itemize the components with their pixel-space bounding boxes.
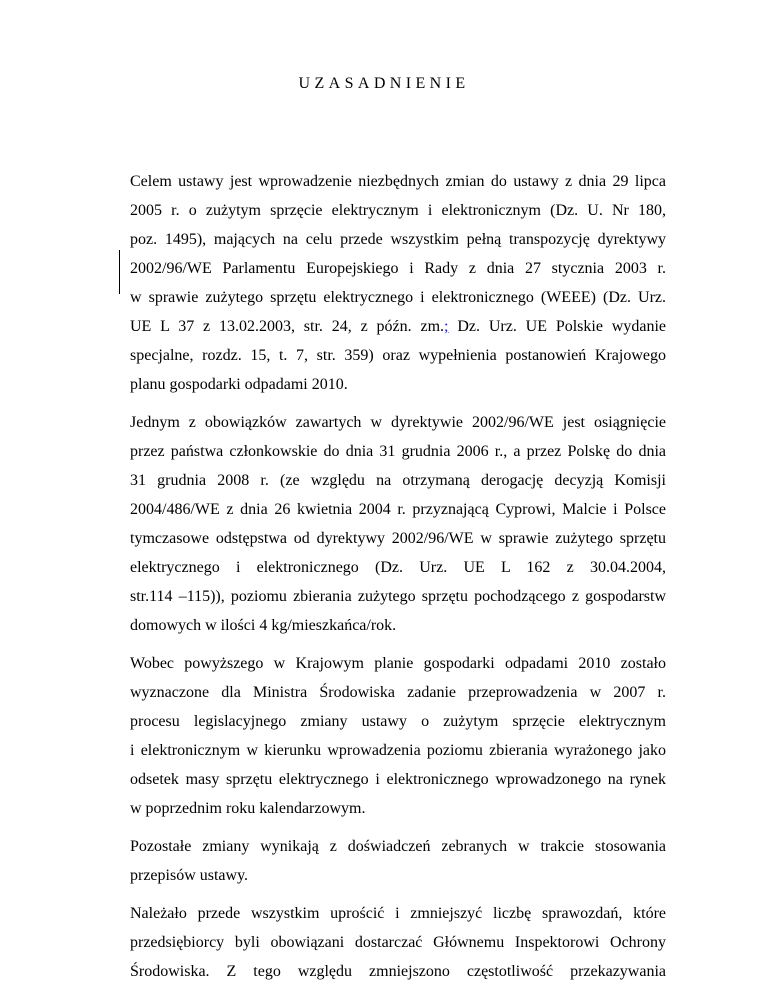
text-line: Jednym z obowiązków zawartych w dyrektywie 2002/96/WE jest osiągnięcie (130, 414, 666, 431)
text-segment: UE L 37 z 13.02.2003, str. 24, z późn. zm. (130, 318, 445, 335)
text-line: i elektronicznym w kierunku wprowadzenia poziomu zbierania wyrażonego jako (130, 742, 666, 759)
text-line: 31 grudnia 2008 r. (ze względu na otrzymaną derogację decyzją Komisji (130, 472, 666, 489)
text-line: w poprzednim roku kalendarzowym. (130, 800, 366, 817)
text-line: tymczasowe odstępstwa od dyrektywy 2002/96/WE w sprawie zużytego sprzętu (130, 530, 666, 547)
text-line: domowych w ilości 4 kg/mieszkańca/rok. (130, 617, 397, 634)
paragraph-5 (130, 899, 666, 986)
text-line: str.114 –115)), poziomu zbierania zużytego sprzętu pochodzącego z gospodarstw (130, 588, 666, 605)
text-line-with-link (130, 312, 666, 341)
text-line: specjalne, rozdz. 15, t. 7, str. 359) oraz wypełnienia postanowień Krajowego (130, 347, 666, 364)
text-line: elektrycznego i elektronicznego (Dz. Urz. UE L 162 z 30.04.2004, (130, 559, 666, 576)
text-line: przez państwa członkowskie do dnia 31 grudnia 2006 r., a przez Polskę do dnia (130, 443, 666, 460)
text-line: przedsiębiorcy byli obowiązani dostarczać Głównemu Inspektorowi Ochrony (130, 934, 666, 951)
document-body (130, 167, 666, 995)
text-line: Pozostałe zmiany wynikają z doświadczeń zebranych w trakcie stosowania (130, 838, 666, 855)
text-line: w sprawie zużytego sprzętu elektrycznego i elektronicznego (WEEE) (Dz. Urz. (130, 289, 666, 306)
paragraph-4 (130, 832, 666, 890)
paragraph-2 (130, 408, 666, 640)
text-line: przepisów ustawy. (130, 867, 249, 884)
text-line: 2004/486/WE z dnia 26 kwietnia 2004 r. przyznającą Cyprowi, Malcie i Polsce (130, 501, 666, 518)
text-line: Należało przede wszystkim uprościć i zmniejszyć liczbę sprawozdań, które (130, 905, 666, 922)
text-line: poz. 1495), mających na celu przede wszystkim pełną transpozycję dyrektywy (130, 231, 666, 248)
text-segment: Dz. Urz. UE Polskie wydanie (448, 318, 666, 335)
text-line: 2002/96/WE Parlamentu Europejskiego i Rady z dnia 27 stycznia 2003 r. (130, 260, 666, 277)
text-line: Celem ustawy jest wprowadzenie niezbędnych zmian do ustawy z dnia 29 lipca (130, 173, 666, 190)
paragraph-1 (130, 167, 666, 399)
hyperlink-semicolon[interactable]: ; (444, 318, 449, 335)
text-line: wyznaczone dla Ministra Środowiska zadanie przeprowadzenia w 2007 r. (130, 684, 666, 701)
paragraph-3 (130, 649, 666, 823)
document-title: UZASADNIENIE (298, 75, 470, 92)
text-line: 2005 r. o zużytym sprzęcie elektrycznym i elektronicznym (Dz. U. Nr 180, (130, 202, 666, 219)
revision-bar (119, 250, 120, 294)
text-line: Środowiska. Z tego względu zmniejszono częstotliwość przekazywania (130, 963, 666, 980)
text-line: odsetek masy sprzętu elektrycznego i elektronicznego wprowadzonego na rynek (130, 771, 666, 788)
text-line: procesu legislacyjnego zmiany ustawy o zużytym sprzęcie elektrycznym (130, 713, 666, 730)
text-line: Wobec powyższego w Krajowym planie gospodarki odpadami 2010 zostało (130, 655, 666, 672)
text-line: planu gospodarki odpadami 2010. (130, 376, 348, 393)
